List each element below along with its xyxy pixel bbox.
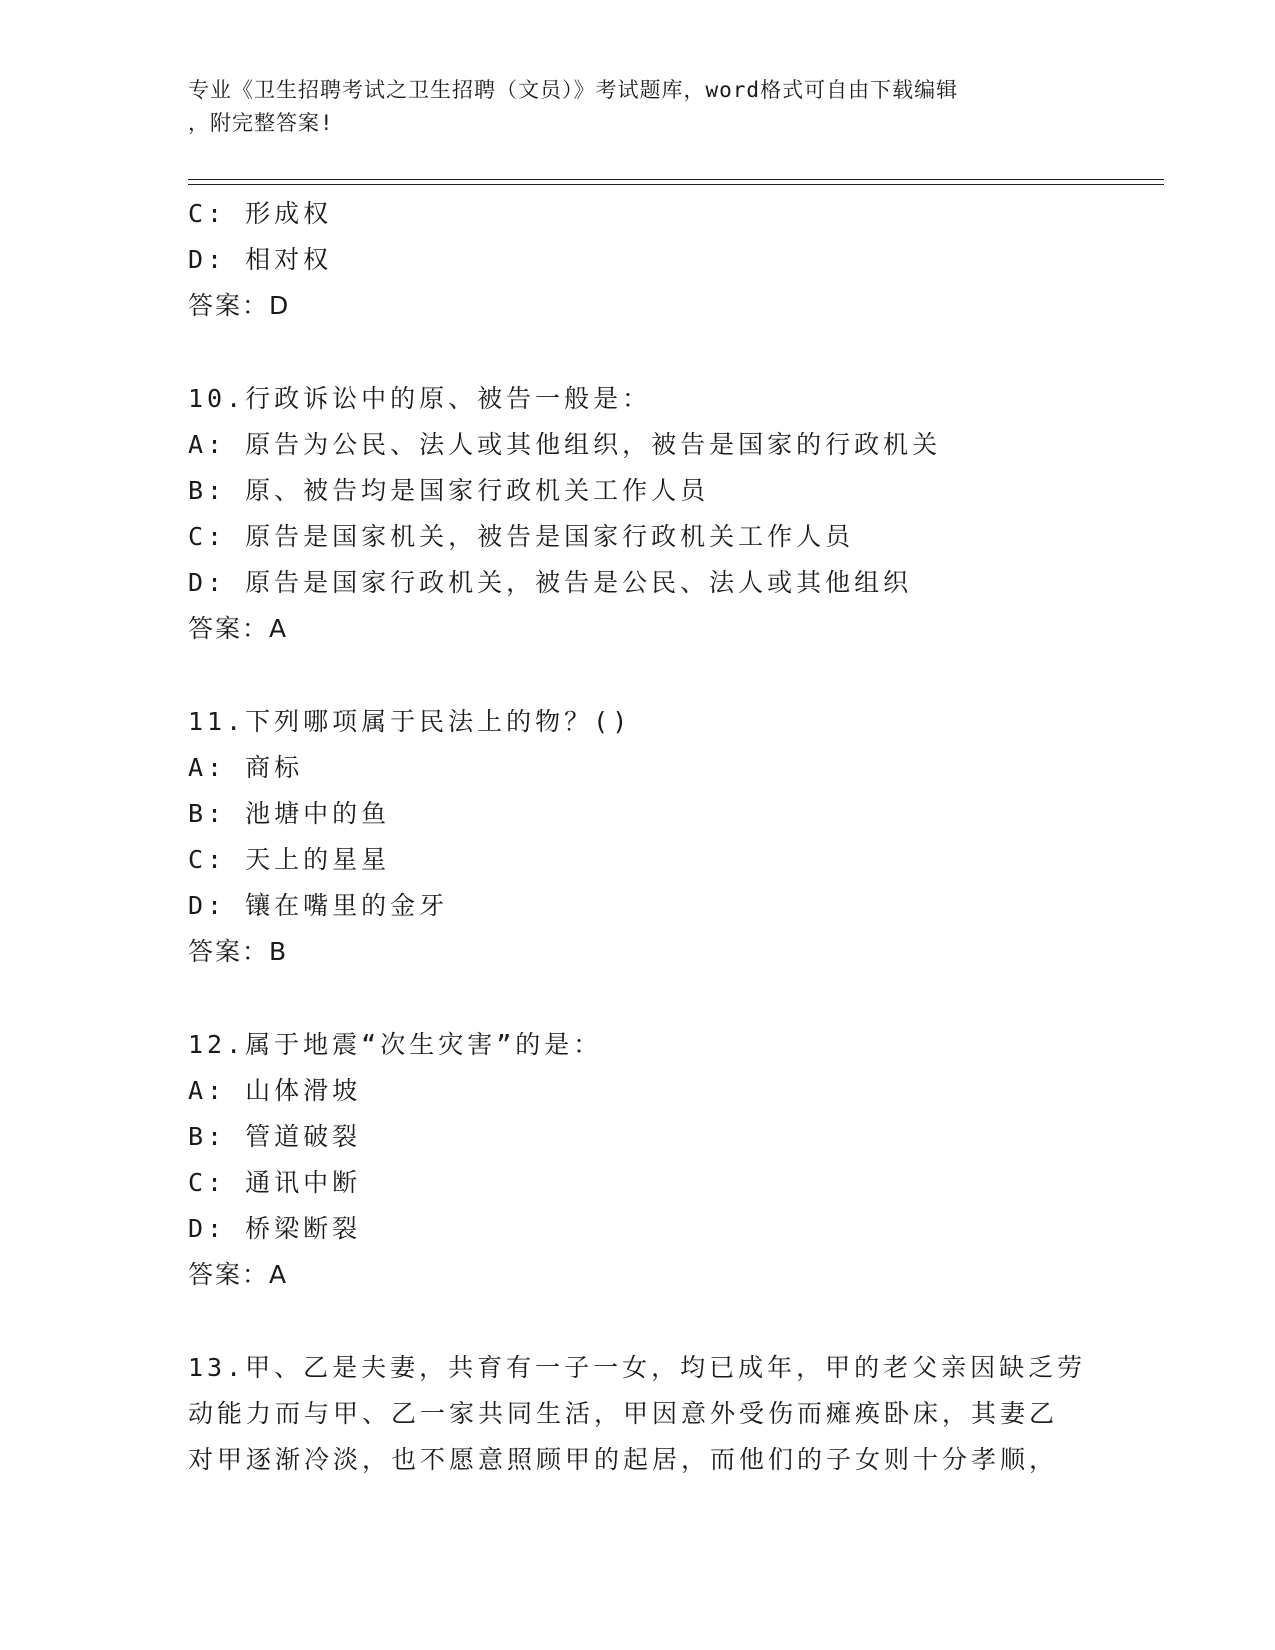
question-13 <box>188 1345 1128 1483</box>
option-b: B: 管道破裂 <box>188 1122 362 1151</box>
question-9-tail <box>188 191 1128 329</box>
option-d: D: 桥梁断裂 <box>188 1214 362 1243</box>
option-d: D: 原告是国家行政机关，被告是公民、法人或其他组织 <box>188 568 913 597</box>
option-d: D: 相对权 <box>188 245 333 274</box>
header-line-1: 专业《卫生招聘考试之卫生招聘（文员）》考试题库，word格式可自由下载编辑 <box>188 78 959 102</box>
question-list <box>188 191 1128 1483</box>
option-c: C: 通讯中断 <box>188 1168 362 1197</box>
question-stem: 11.下列哪项属于民法上的物？() <box>188 707 632 736</box>
question-11 <box>188 699 1128 975</box>
option-b: B: 池塘中的鱼 <box>188 799 391 828</box>
answer: 答案：A <box>188 1260 289 1289</box>
option-c: C: 原告是国家机关，被告是国家行政机关工作人员 <box>188 522 855 551</box>
question-12 <box>188 1022 1128 1298</box>
answer: 答案：D <box>188 291 291 320</box>
question-stem: 12.属于地震“次生灾害”的是： <box>188 1030 603 1059</box>
option-a: A: 原告为公民、法人或其他组织，被告是国家的行政机关 <box>188 430 942 459</box>
option-d: D: 镶在嘴里的金牙 <box>188 891 449 920</box>
question-stem: 10.行政诉讼中的原、被告一般是： <box>188 384 652 413</box>
question-stem-line-1: 13.甲、乙是夫妻，共育有一子一女，均已成年，甲的老父亲因缺乏劳 <box>188 1353 1087 1382</box>
option-c: C: 形成权 <box>188 199 333 228</box>
question-10 <box>188 376 1128 652</box>
option-a: A: 山体滑坡 <box>188 1076 362 1105</box>
answer: 答案：A <box>188 614 289 643</box>
header-line-2: ，附完整答案! <box>188 111 334 135</box>
option-a: A: 商标 <box>188 753 304 782</box>
header-divider-top <box>188 179 1164 180</box>
option-b: B: 原、被告均是国家行政机关工作人员 <box>188 476 710 505</box>
document-header <box>188 74 1088 140</box>
answer: 答案：B <box>188 937 289 966</box>
question-stem-line-3: 对甲逐渐冷淡，也不愿意照顾甲的起居，而他们的子女则十分孝顺， <box>188 1445 1059 1474</box>
header-divider-bottom <box>188 184 1164 185</box>
question-stem-line-2: 动能力而与甲、乙一家共同生活，甲因意外受伤而瘫痪卧床，其妻乙 <box>188 1399 1059 1428</box>
option-c: C: 天上的星星 <box>188 845 391 874</box>
